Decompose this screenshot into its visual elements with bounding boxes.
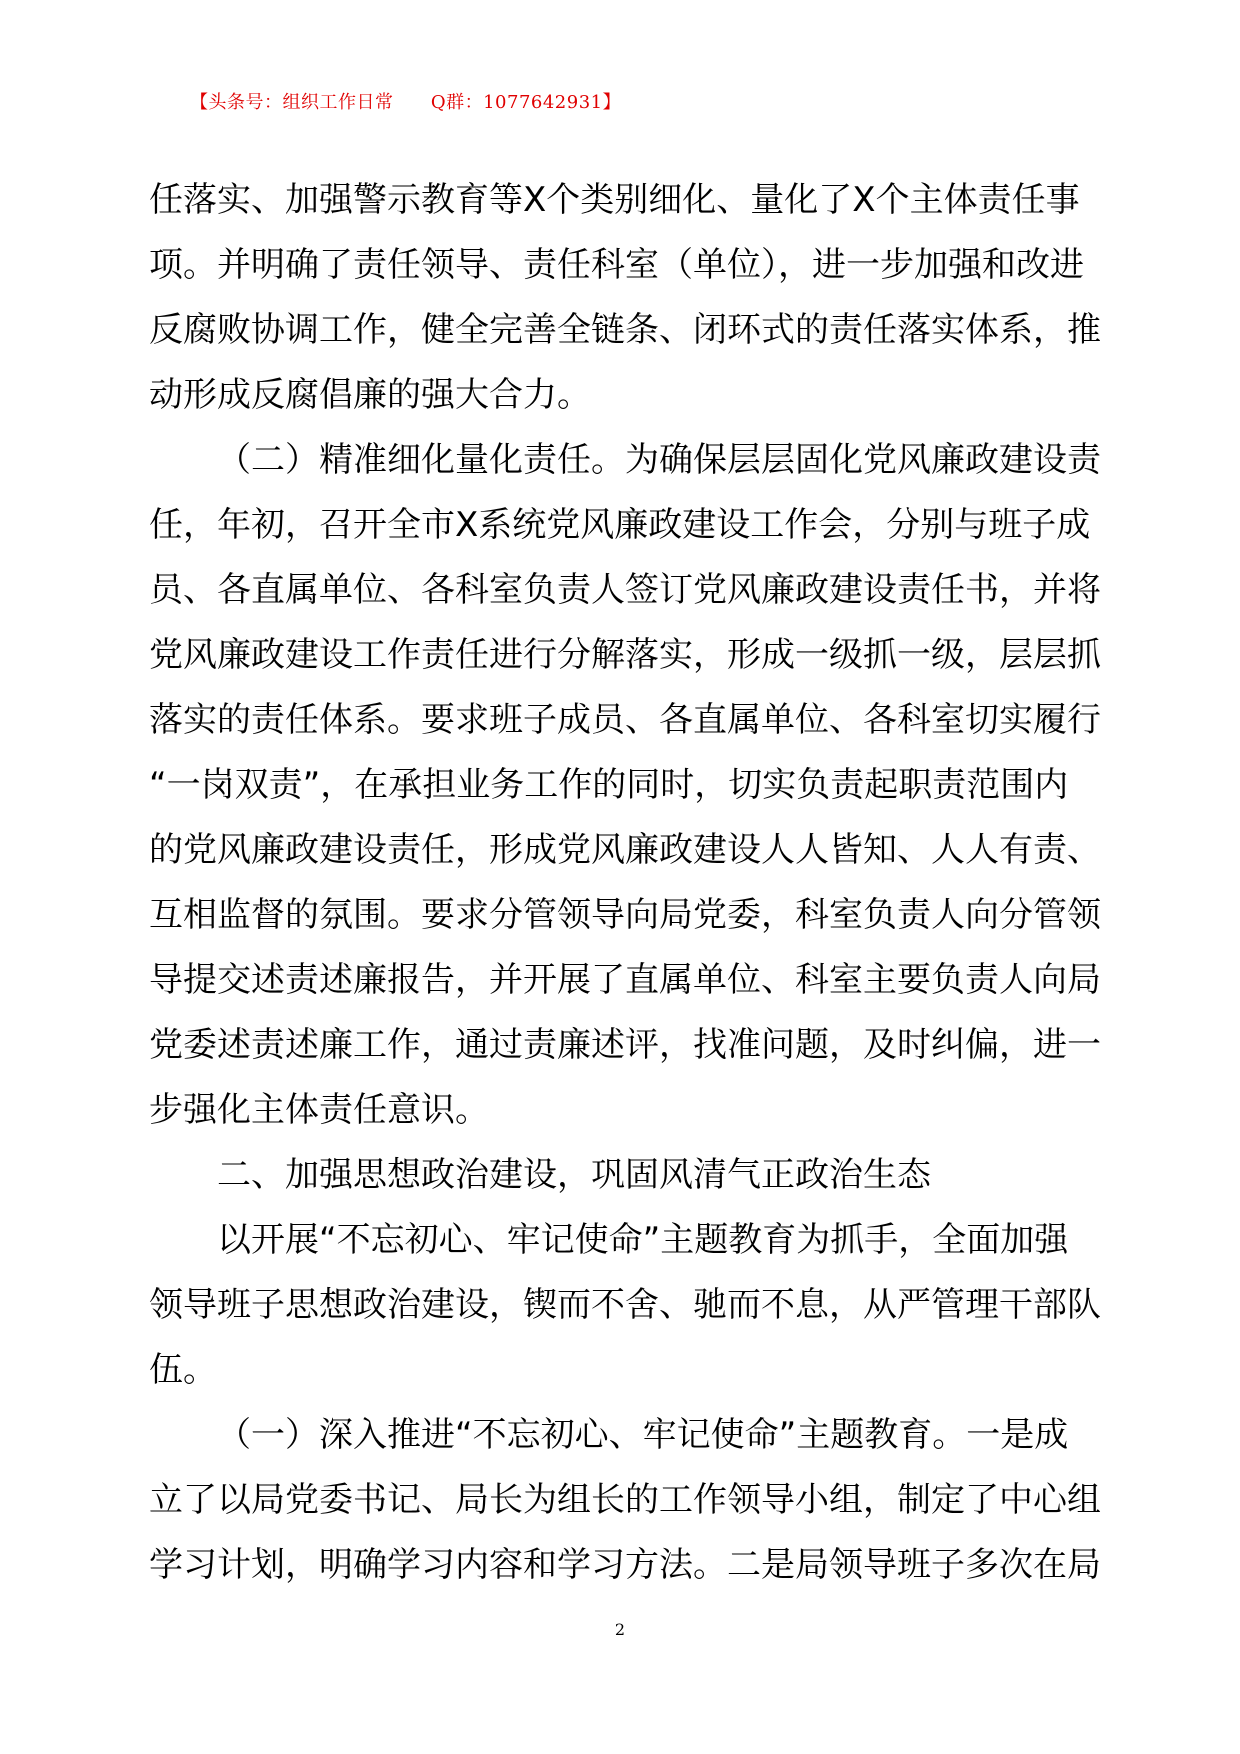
text-line: 反腐败协调工作，健全完善全链条、闭环式的责任落实体系，推 bbox=[149, 310, 1101, 350]
text-line: 党风廉政建设工作责任进行分解落实，形成一级抓一级，层层抓 bbox=[149, 635, 1101, 675]
text-line: （一）深入推进“不忘初心、牢记使命”主题教育。一是成 bbox=[217, 1415, 1069, 1455]
page-header: 【头条号：组织工作日常 Q群：1077642931】 bbox=[190, 92, 622, 113]
text-line: 互相监督的氛围。要求分管领导向局党委，科室负责人向分管领 bbox=[149, 895, 1101, 935]
text-line: 伍。 bbox=[149, 1350, 217, 1390]
text-line: 步强化主体责任意识。 bbox=[149, 1090, 489, 1130]
text-line: 动形成反腐倡廉的强大合力。 bbox=[149, 375, 591, 415]
text-line: 党委述责述廉工作，通过责廉述评，找准问题，及时纠偏，进一 bbox=[149, 1025, 1101, 1065]
text-line: 二、加强思想政治建设，巩固风清气正政治生态 bbox=[217, 1155, 931, 1195]
text-line: 任落实、加强警示教育等Ⅹ个类别细化、量化了Ⅹ个主体责任事 bbox=[149, 180, 1080, 220]
text-line: （二）精准细化量化责任。为确保层层固化党风廉政建设责 bbox=[217, 440, 1101, 480]
text-line: 导提交述责述廉报告，并开展了直属单位、科室主要负责人向局 bbox=[149, 960, 1101, 1000]
document-body bbox=[149, 168, 1109, 1598]
text-line: 立了以局党委书记、局长为组长的工作领导小组，制定了中心组 bbox=[149, 1480, 1101, 1520]
page-number: 2 bbox=[614, 1620, 626, 1639]
text-line: “一岗双责”，在承担业务工作的同时，切实负责起职责范围内 bbox=[149, 765, 1069, 805]
text-line: 任，年初，召开全市Ⅹ系统党风廉政建设工作会，分别与班子成 bbox=[149, 505, 1091, 545]
text-line: 以开展“不忘初心、牢记使命”主题教育为抓手，全面加强 bbox=[217, 1220, 1069, 1260]
text-line: 落实的责任体系。要求班子成员、各直属单位、各科室切实履行 bbox=[149, 700, 1101, 740]
text-line: 的党风廉政建设责任，形成党风廉政建设人人皆知、人人有责、 bbox=[149, 830, 1101, 870]
text-line: 员、各直属单位、各科室负责人签订党风廉政建设责任书，并将 bbox=[149, 570, 1101, 610]
text-line: 领导班子思想政治建设，锲而不舍、驰而不息，从严管理干部队 bbox=[149, 1285, 1101, 1325]
text-line: 学习计划，明确学习内容和学习方法。二是局领导班子多次在局 bbox=[149, 1545, 1101, 1585]
text-line: 项。并明确了责任领导、责任科室（单位），进一步加强和改进 bbox=[149, 245, 1084, 285]
